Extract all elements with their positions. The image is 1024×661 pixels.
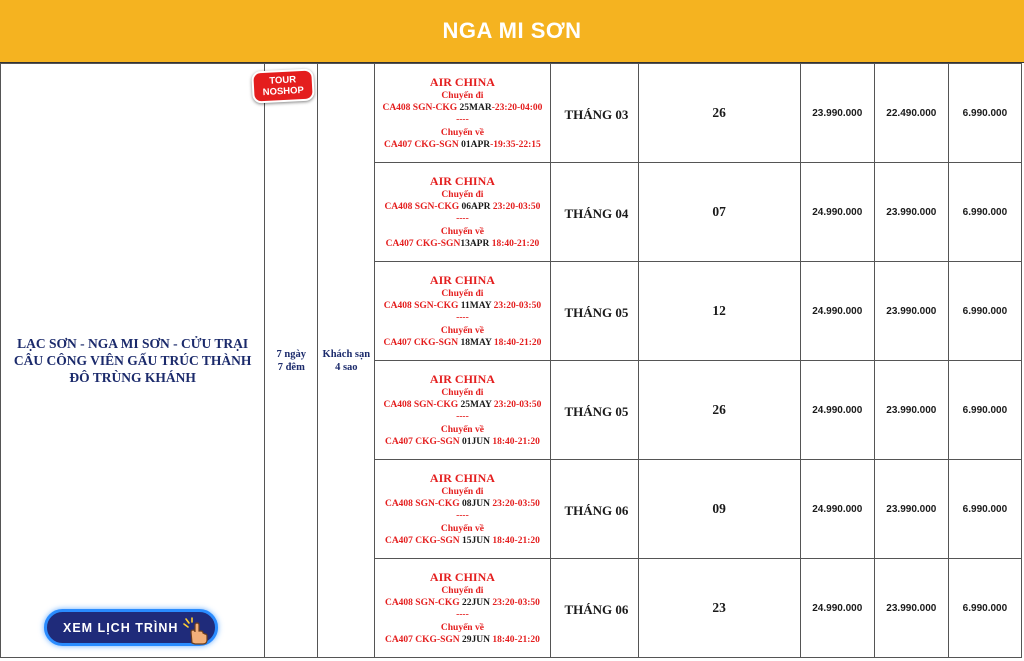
- page-title: NGA MI SƠN: [442, 18, 582, 43]
- price-single: 6.990.000: [948, 559, 1021, 658]
- table-row: [1, 64, 1022, 163]
- outbound-flight: CA408 SGN-CKG 06APR 23:20-03:50: [384, 202, 541, 213]
- hotel-line-2: 4 sao: [335, 361, 358, 373]
- departure-month: THÁNG 05: [550, 262, 638, 361]
- price-single: 6.990.000: [948, 262, 1021, 361]
- departure-day: 23: [638, 559, 800, 658]
- airline-name: AIR CHINA: [429, 173, 495, 188]
- badge-line-2: NOSHOP: [262, 84, 305, 99]
- airline-name: AIR CHINA: [429, 272, 495, 287]
- price-adult: 24.990.000: [800, 361, 874, 460]
- return-label: Chuyến về: [440, 523, 484, 534]
- flight-separator: ----: [456, 214, 469, 225]
- outbound-flight: CA408 SGN-CKG 25MAY 23:20-03:50: [383, 400, 542, 411]
- departure-day: 09: [638, 460, 800, 559]
- departure-month: THÁNG 03: [550, 64, 638, 163]
- return-label: Chuyến về: [440, 325, 484, 336]
- price-adult: 24.990.000: [800, 460, 874, 559]
- flight-cell: [375, 559, 550, 658]
- airline-name: AIR CHINA: [429, 74, 495, 89]
- schedule-table: [0, 63, 1022, 658]
- outbound-label: Chuyến đi: [441, 90, 484, 101]
- departure-day: 12: [638, 262, 800, 361]
- duration-nights: 7 đêm: [277, 361, 305, 373]
- duration-days: 7 ngày: [276, 348, 306, 360]
- return-flight: CA407 CKG-SGN 15JUN 18:40-21:20: [384, 535, 540, 546]
- duration-cell: [265, 64, 318, 658]
- flight-separator: ----: [456, 412, 469, 423]
- departure-month: THÁNG 06: [550, 460, 638, 559]
- flight-separator: ----: [456, 511, 469, 522]
- flight-cell: [375, 262, 550, 361]
- outbound-flight: CA408 SGN-CKG 22JUN 23:20-03:50: [384, 598, 540, 609]
- flight-cell: [375, 460, 550, 559]
- airline-name: AIR CHINA: [429, 569, 495, 584]
- outbound-flight: CA408 SGN-CKG 25MAR-23:20-04:00: [382, 103, 543, 114]
- departure-month: THÁNG 04: [550, 163, 638, 262]
- flight-cell: [375, 163, 550, 262]
- schedule-table-body: [1, 64, 1022, 658]
- departure-day: 26: [638, 361, 800, 460]
- price-single: 6.990.000: [948, 361, 1021, 460]
- return-label: Chuyến về: [440, 127, 484, 138]
- departure-day: 26: [638, 64, 800, 163]
- price-adult: 24.990.000: [800, 163, 874, 262]
- return-flight: CA407 CKG-SGN 01APR-19:35-22:15: [384, 139, 541, 150]
- departure-day: 07: [638, 163, 800, 262]
- tour-noshop-badge: [251, 68, 315, 103]
- hotel-cell: [318, 64, 375, 658]
- outbound-flight: CA408 SGN-CKG 08JUN 23:20-03:50: [384, 499, 540, 510]
- return-label: Chuyến về: [440, 226, 484, 237]
- return-flight: CA407 CKG-SGN13APR 18:40-21:20: [385, 238, 540, 249]
- price-child: 23.990.000: [874, 361, 948, 460]
- pointing-hand-icon: [181, 616, 211, 646]
- badge-line-1: TOUR: [269, 74, 297, 87]
- price-child: 23.990.000: [874, 163, 948, 262]
- hotel-line-1: Khách sạn: [322, 348, 371, 360]
- departure-month: THÁNG 05: [550, 361, 638, 460]
- tour-name: LẠC SƠN - NGA MI SƠN - CỬU TRẠI CÂU CÔNG VIÊN GẤU TRÚC THÀNH ĐÔ TRÙNG KHÁNH: [13, 336, 252, 385]
- return-label: Chuyến về: [440, 424, 484, 435]
- outbound-label: Chuyến đi: [441, 585, 484, 596]
- flight-separator: ----: [456, 610, 469, 621]
- price-single: 6.990.000: [948, 64, 1021, 163]
- flight-separator: ----: [456, 115, 469, 126]
- view-itinerary-label: XEM LỊCH TRÌNH: [63, 620, 179, 635]
- price-adult: 24.990.000: [800, 559, 874, 658]
- price-single: 6.990.000: [948, 460, 1021, 559]
- flight-cell: [375, 64, 550, 163]
- price-child: 23.990.000: [874, 262, 948, 361]
- price-single: 6.990.000: [948, 163, 1021, 262]
- header-bar: [0, 0, 1024, 63]
- tour-name-cell: [1, 64, 265, 658]
- departure-month: THÁNG 06: [550, 559, 638, 658]
- price-adult: 24.990.000: [800, 262, 874, 361]
- return-label: Chuyến về: [440, 622, 484, 633]
- flight-cell: [375, 361, 550, 460]
- airline-name: AIR CHINA: [429, 470, 495, 485]
- price-child: 22.490.000: [874, 64, 948, 163]
- price-adult: 23.990.000: [800, 64, 874, 163]
- return-flight: CA407 CKG-SGN 29JUN 18:40-21:20: [384, 634, 540, 645]
- outbound-label: Chuyến đi: [441, 486, 484, 497]
- outbound-label: Chuyến đi: [441, 189, 484, 200]
- outbound-label: Chuyến đi: [441, 387, 484, 398]
- outbound-label: Chuyến đi: [441, 288, 484, 299]
- price-child: 23.990.000: [874, 460, 948, 559]
- flight-separator: ----: [456, 313, 469, 324]
- return-flight: CA407 CKG-SGN 18MAY 18:40-21:20: [383, 337, 542, 348]
- view-itinerary-button[interactable]: [44, 609, 218, 646]
- airline-name: AIR CHINA: [429, 371, 495, 386]
- return-flight: CA407 CKG-SGN 01JUN 18:40-21:20: [384, 436, 540, 447]
- outbound-flight: CA408 SGN-CKG 11MAY 23:20-03:50: [383, 301, 542, 312]
- price-child: 23.990.000: [874, 559, 948, 658]
